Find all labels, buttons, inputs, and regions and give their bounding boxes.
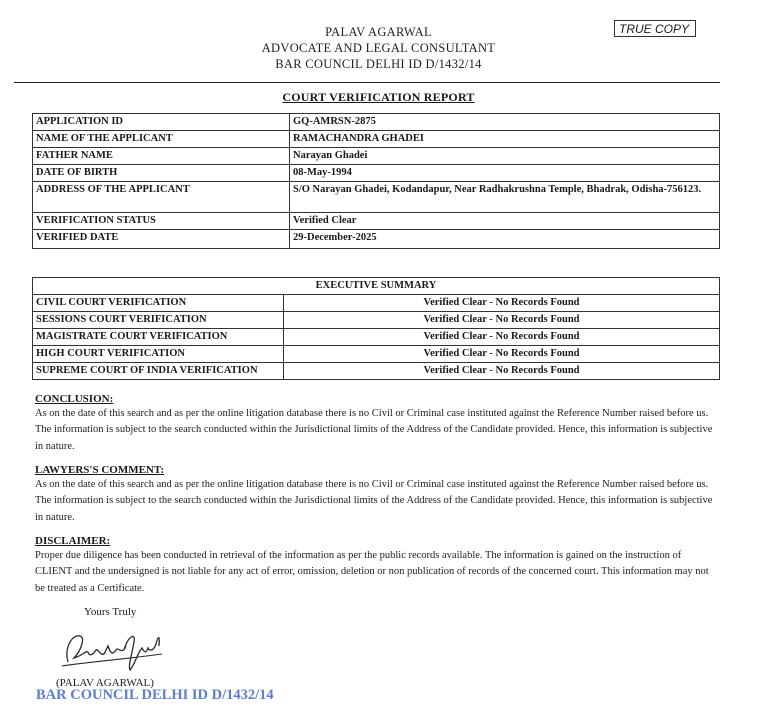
table-row bbox=[33, 213, 720, 230]
table-row bbox=[33, 131, 720, 148]
table-row bbox=[33, 165, 720, 182]
table-header-row bbox=[33, 278, 720, 295]
applicant-details-table bbox=[32, 113, 720, 249]
detail-value: 29-December-2025 bbox=[290, 230, 720, 249]
detail-label: ADDRESS OF THE APPLICANT bbox=[33, 182, 290, 213]
letterhead-bar-id: BAR COUNCIL DELHI ID D/1432/14 bbox=[275, 57, 482, 71]
detail-label: VERIFICATION STATUS bbox=[33, 213, 290, 230]
detail-label: FATHER NAME bbox=[33, 148, 290, 165]
summary-heading: EXECUTIVE SUMMARY bbox=[33, 278, 720, 295]
detail-label: DATE OF BIRTH bbox=[33, 165, 290, 182]
table-row bbox=[33, 295, 720, 312]
summary-label: SUPREME COURT OF INDIA VERIFICATION bbox=[33, 363, 284, 380]
detail-label: NAME OF THE APPLICANT bbox=[33, 131, 290, 148]
closing-yours-truly: Yours Truly bbox=[84, 606, 137, 618]
summary-label: CIVIL COURT VERIFICATION bbox=[33, 295, 284, 312]
table-row bbox=[33, 329, 720, 346]
detail-label: APPLICATION ID bbox=[33, 114, 290, 131]
table-row bbox=[33, 230, 720, 249]
detail-value: Narayan Ghadei bbox=[290, 148, 720, 165]
summary-value: Verified Clear - No Records Found bbox=[284, 312, 720, 329]
conclusion-heading: CONCLUSION: bbox=[35, 393, 114, 405]
summary-value: Verified Clear - No Records Found bbox=[284, 346, 720, 363]
conclusion-text: As on the date of this search and as per the online litigation database there is no Civil or Criminal case instituted against the Reference Number raised before us. The information is subject to the search conducted within the Jurisdictional limits of the Address of the Candidate provided. Hence, this information is subjective in nature. bbox=[35, 408, 713, 452]
lawyers-comment-text: As on the date of this search and as per the online litigation database there is no Civil or Criminal case instituted against the Reference Number raised before us. The information is subject to the search conducted within the Jurisdictional limits of the Address of the Candidate provided. Hence, this information is subjective in nature. bbox=[35, 479, 713, 523]
summary-label: MAGISTRATE COURT VERIFICATION bbox=[33, 329, 284, 346]
summary-label: SESSIONS COURT VERIFICATION bbox=[33, 312, 284, 329]
lawyers-comment-heading: LAWYERS'S COMMENT: bbox=[35, 464, 165, 476]
table-row bbox=[33, 363, 720, 380]
summary-value: Verified Clear - No Records Found bbox=[284, 363, 720, 380]
true-copy-stamp: TRUE COPY bbox=[614, 20, 696, 37]
letterhead-title: ADVOCATE AND LEGAL CONSULTANT bbox=[261, 41, 496, 55]
detail-value: RAMACHANDRA GHADEI bbox=[290, 131, 720, 148]
table-row bbox=[33, 182, 720, 213]
executive-summary-table bbox=[32, 277, 720, 380]
table-row bbox=[33, 312, 720, 329]
header-divider bbox=[14, 82, 720, 83]
table-row bbox=[33, 114, 720, 131]
detail-value: GQ-AMRSN-2875 bbox=[290, 114, 720, 131]
letterhead-name: PALAV AGARWAL bbox=[325, 25, 432, 39]
signature-image bbox=[58, 626, 168, 674]
summary-value: Verified Clear - No Records Found bbox=[284, 329, 720, 346]
disclaimer-text: Proper due diligence has been conducted in retrieval of the information as per the public records available. The information is gained on the instruction of CLIENT and the undersigned is not liable for any act of error, omission, deletion or non publication of records of the concerned court. This information may not be treated as a Certificate. bbox=[35, 550, 709, 594]
signatory-bar-id: BAR COUNCIL DELHI ID D/1432/14 bbox=[36, 687, 274, 703]
summary-value: Verified Clear - No Records Found bbox=[284, 295, 720, 312]
conclusion-section bbox=[35, 392, 715, 455]
signatory-name: (PALAV AGARWAL) bbox=[56, 677, 154, 689]
detail-value: S/O Narayan Ghadei, Kodandapur, Near Radhakrushna Temple, Bhadrak, Odisha-756123. bbox=[290, 182, 720, 213]
summary-label: HIGH COURT VERIFICATION bbox=[33, 346, 284, 363]
detail-label: VERIFIED DATE bbox=[33, 230, 290, 249]
detail-value: 08-May-1994 bbox=[290, 165, 720, 182]
report-title: COURT VERIFICATION REPORT bbox=[282, 90, 475, 104]
table-row bbox=[33, 346, 720, 363]
lawyers-comment-section bbox=[35, 463, 715, 526]
disclaimer-heading: DISCLAIMER: bbox=[35, 535, 111, 547]
disclaimer-section bbox=[35, 534, 715, 597]
table-row bbox=[33, 148, 720, 165]
detail-value: Verified Clear bbox=[290, 213, 720, 230]
